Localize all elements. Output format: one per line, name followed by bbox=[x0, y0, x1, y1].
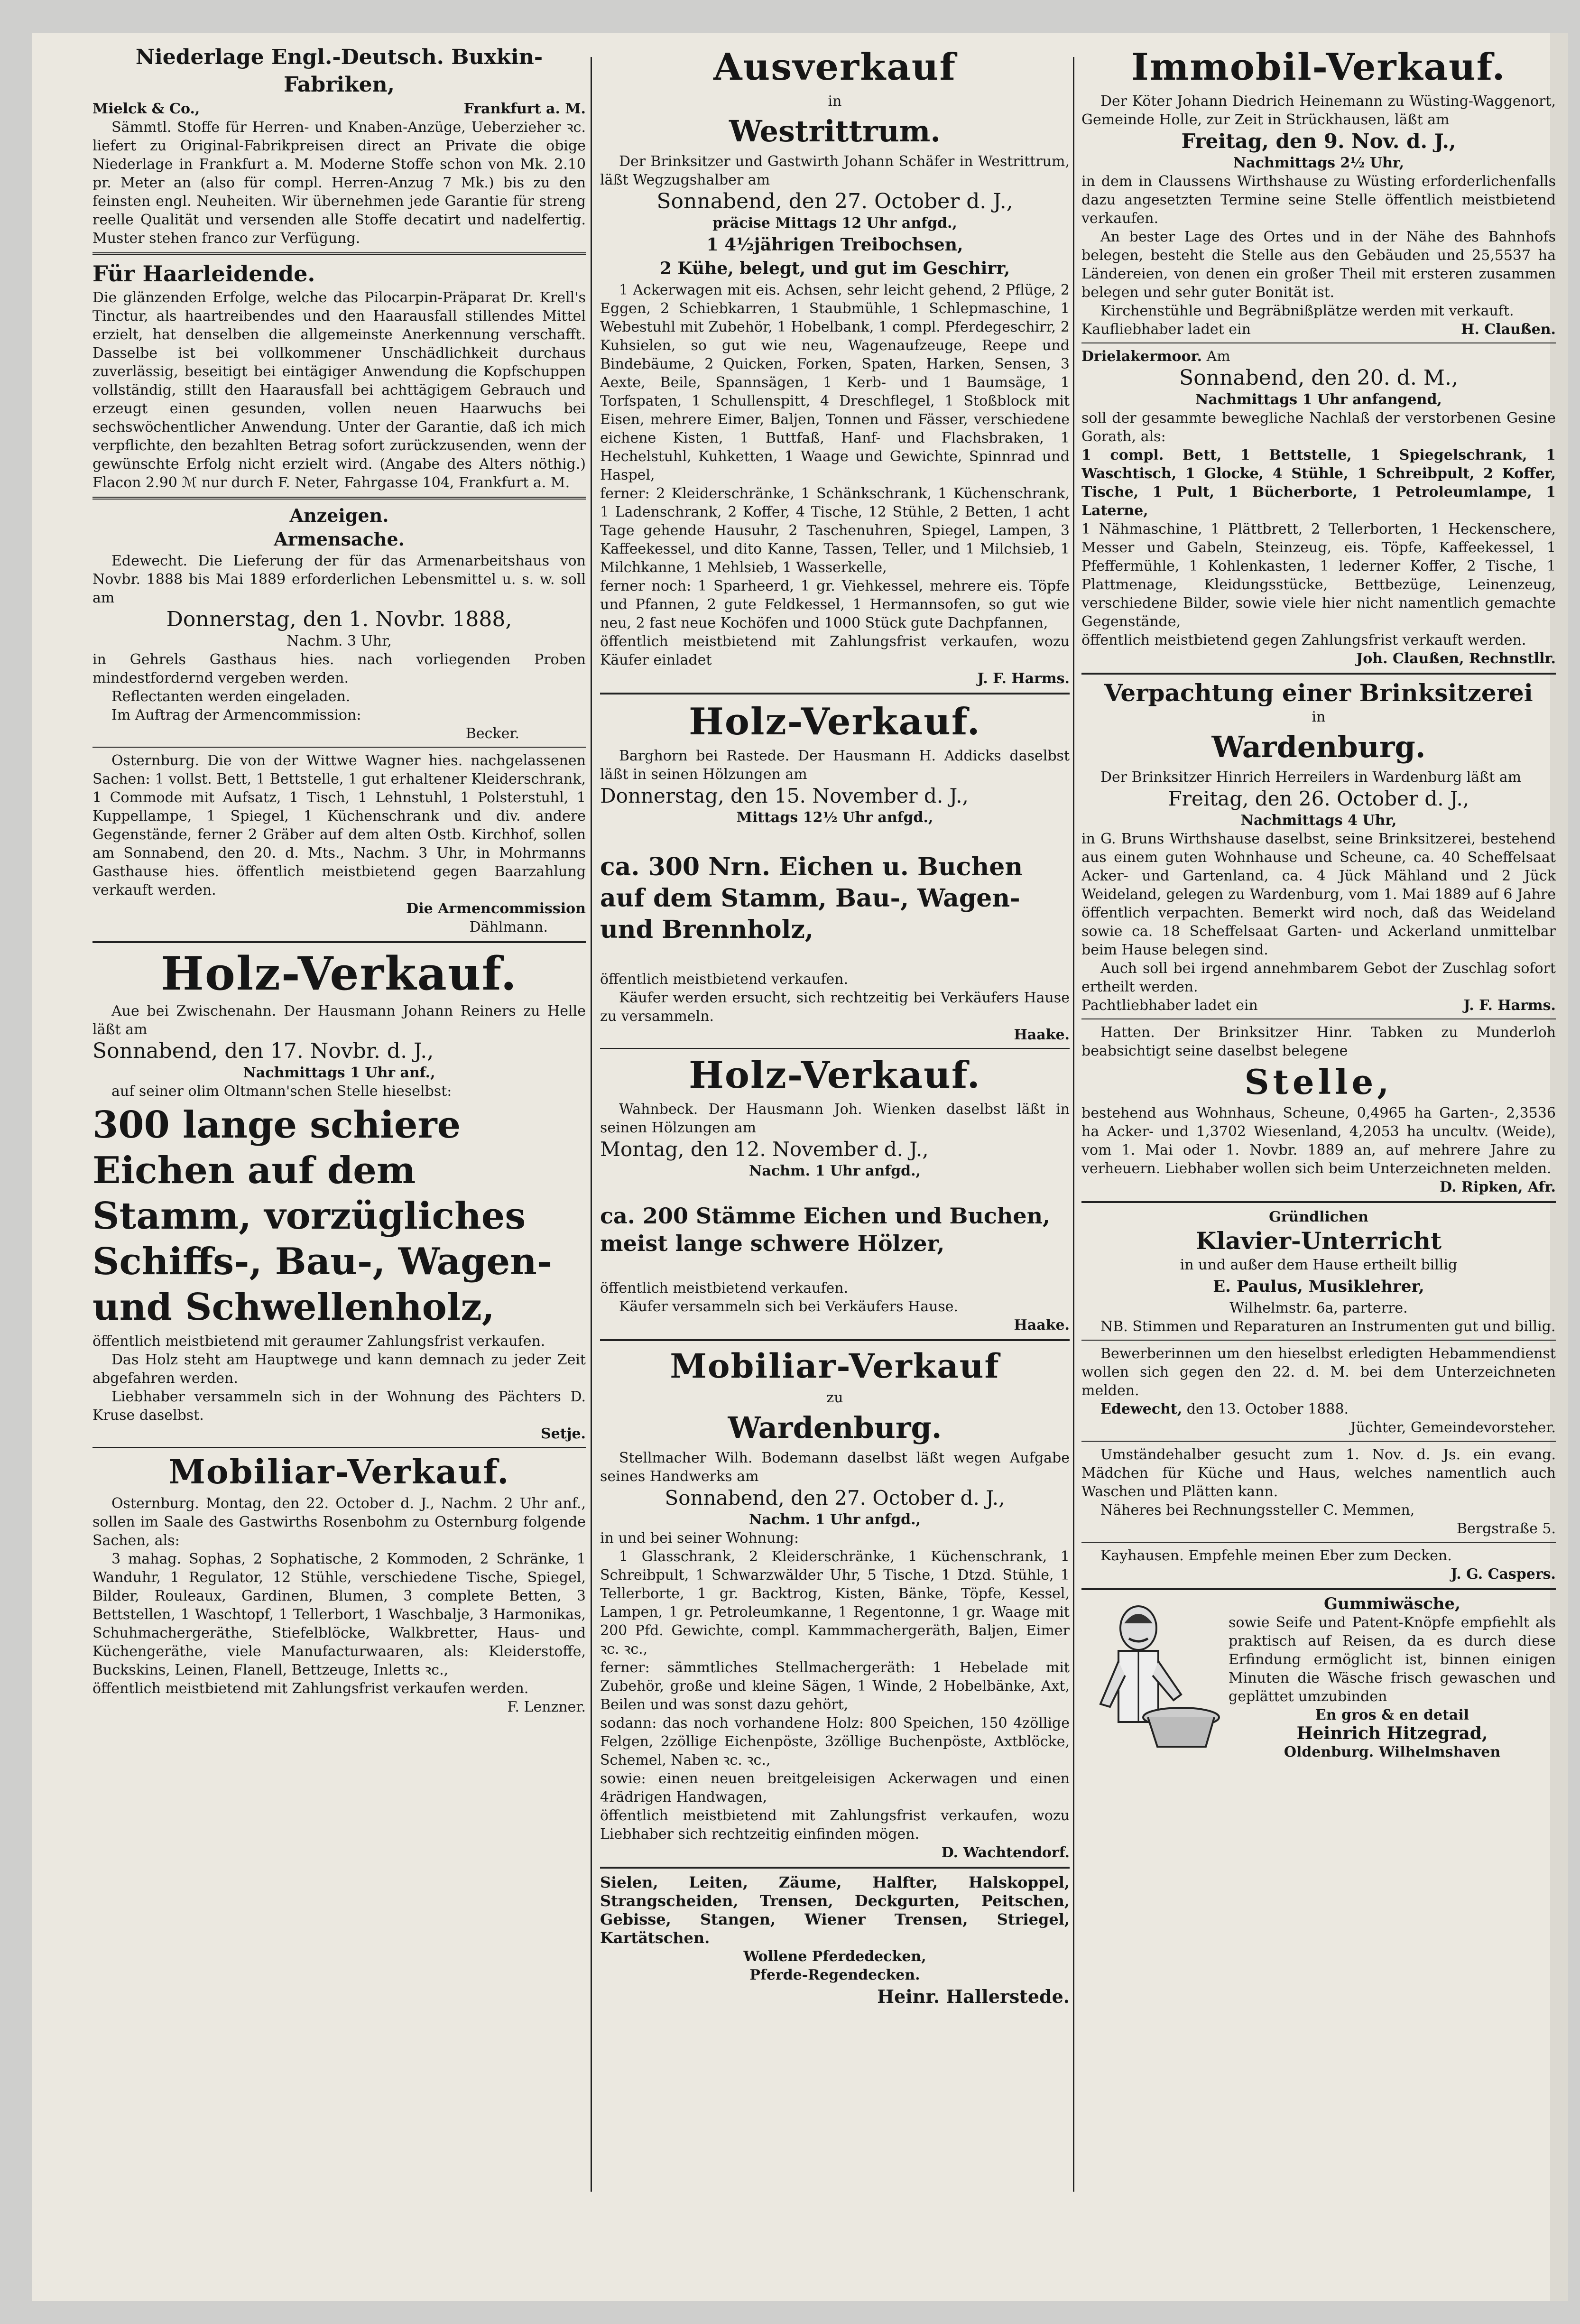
ad-place: Drielakermoor. bbox=[1081, 348, 1202, 365]
ad-body: Stellmacher Wilh. Bodemann daselbst läßt wegen Aufgabe seines Handwerks am bbox=[600, 1450, 1070, 1485]
divider bbox=[92, 252, 586, 255]
divider bbox=[1081, 1588, 1556, 1590]
ad-title: Verpachtung einer Brinksitzerei bbox=[1104, 679, 1533, 707]
ad-body: 1 Glasschrank, 2 Kleiderschränke, 1 Küchenschrank, 1 Schreibpult, 1 Schwarzwälder Uhr, 5 Tische, 1 Dtzd. Stühle, 1 Tellerborte, 1 gr. Backtrog, Kisten, Bänke, Töpfe, Kessel, Lampen, 1 gr. Petroleumkanne, 1 Regentonne, 1 gr. Waage mit 200 Pfd. Gewichte, compl. Kammmachergeräth, Baljen, Eimer ꝛc. ꝛc., bbox=[600, 1548, 1070, 1657]
ad-body: Barghorn bei Rastede. Der Hausmann H. Addicks daselbst läßt in seinen Hölzungen am bbox=[600, 748, 1070, 783]
divider bbox=[600, 1048, 1070, 1049]
ad-body: soll der gesammte bewegliche Nachlaß der verstorbenen Gesine Gorath, als: bbox=[1081, 410, 1556, 445]
ad-hebamme bbox=[1081, 1344, 1556, 1437]
ad-body: Käufer versammeln sich bei Verkäufers Hause. bbox=[619, 1298, 959, 1315]
ad-signature: J. G. Caspers. bbox=[1451, 1566, 1556, 1583]
ad-title: Klavier-Unterricht bbox=[1195, 1227, 1442, 1255]
ad-body: in und bei seiner Wohnung: bbox=[600, 1530, 799, 1546]
ad-time: Nachmittags 4 Uhr, bbox=[1240, 812, 1397, 829]
ad-buxkin bbox=[92, 44, 586, 248]
ad-body: Kayhausen. Empfehle meinen Eber zum Decken. bbox=[1100, 1547, 1452, 1564]
divider bbox=[1081, 1018, 1556, 1019]
ad-signature: Die Armencommission bbox=[406, 900, 586, 917]
ad-line: Pferde-Regendecken. bbox=[749, 1967, 920, 1983]
ad-body: öffentlich meistbietend gegen Zahlungsfrist verkauft werden. bbox=[1081, 632, 1526, 648]
ad-date: Donnerstag, den 15. November d. J., bbox=[600, 784, 969, 807]
ad-place: Edewecht, bbox=[1100, 1401, 1183, 1417]
ad-feature: ca. 200 Stämme Eichen und Buchen, meist lange schwere Hölzer, bbox=[600, 1203, 1051, 1256]
ad-name: E. Paulus, Musiklehrer, bbox=[1213, 1277, 1424, 1296]
ad-body: Liebhaber versammeln sich in der Wohnung des Pächters D. Kruse daselbst. bbox=[92, 1389, 586, 1424]
ad-body: in dem in Claussens Wirthshause zu Wüsting erforderlichenfalls dazu angesetzten Termine seine Stelle öffentlich meistbietend verkaufen. bbox=[1081, 173, 1556, 227]
ad-date: Sonnabend, den 27. October d. J., bbox=[656, 189, 1013, 213]
ad-line bbox=[1081, 320, 1556, 339]
ad-line bbox=[1081, 1400, 1556, 1418]
ad-gummiwaesche bbox=[1081, 1595, 1556, 1761]
ad-body: sowie Seife und Patent-Knöpfe empfiehlt als praktisch auf Reisen, da es durch diese Erfindung ermöglicht ist, binnen einigen Minuten die Wäsche frisch gewaschen und geplättet umzubinden bbox=[1229, 1614, 1556, 1705]
ad-body: 3 mahag. Sophas, 2 Sophatische, 2 Kommoden, 2 Schränke, 1 Wanduhr, 1 Regulator, 12 Stühle, verschiedene Tische, Spiegel, Bilder, Rouleaux, Gardinen, Blumen, 3 complete Betten, 3 Bettstellen, 1 Waschtopf, 1 Tellerbort, 1 Waschbalje, 3 Harmonikas, Schuhmachergeräthe, Stiefelblöcke, Walkbretter, Haus- und Küchengeräthe, viele Manufacturwaaren, als: Kleiderstoffe, Buckskins, Leinen, Flanell, Bettzeuge, Inletts ꝛc., bbox=[92, 1551, 586, 1678]
ad-title: Holz-Verkauf. bbox=[689, 700, 981, 743]
ad-body: Aue bei Zwischenahn. Der Hausmann Johann Reiners zu Helle läßt am bbox=[92, 1003, 586, 1038]
ad-body: Reflectanten werden eingeladen. bbox=[111, 688, 351, 705]
ad-body: Sämmtl. Stoffe für Herren- und Knaben-Anzüge, Ueberzieher ꝛc. liefert zu Original-Fabrikpreisen direct an Private die obige Niederlage in Frankfurt a. M. Moderne Stoffe schon von Mk. 2.10 pr. Meter an (also für compl. Herren-Anzug 7 Mk.) bis zu den feinsten engl. Neuheiten. Wir übernehmen jede Garantie für streng reelle Qualität und versenden alle Stoffe decatirt und nadelfertig. Muster stehen franco zur Verfügung. bbox=[92, 119, 586, 247]
ad-time: Nachm. 1 Uhr anfgd., bbox=[748, 1163, 921, 1179]
ad-maedchen bbox=[1081, 1445, 1556, 1538]
ad-body: Im Auftrag der Armencommission: bbox=[111, 707, 361, 723]
ad-title: Armensache. bbox=[274, 528, 405, 550]
ad-in: in bbox=[1312, 709, 1326, 725]
ad-body: NB. Stimmen und Reparaturen an Instrumenten gut und billig. bbox=[1100, 1318, 1556, 1335]
ad-body: Bewerberinnen um den hieselbst erledigten Hebammendienst wollen sich gegen den 22. d. M. bei dem Unterzeichneten melden. bbox=[1081, 1345, 1556, 1399]
divider bbox=[92, 747, 586, 748]
column-3 bbox=[1081, 43, 1556, 2296]
ad-feature: 300 lange schiere Eichen auf dem Stamm, vorzügliches Schiffs-, Bau-, Wagen- und Schwellenholz, bbox=[92, 1103, 553, 1329]
ad-body: Käufer werden ersucht, sich rechtzeitig bei Verkäufers Hause zu versammeln. bbox=[600, 990, 1070, 1025]
divider bbox=[92, 941, 586, 943]
ad-signature: J. F. Harms. bbox=[1463, 997, 1556, 1014]
ad-body: Pachtliebhaber ladet ein bbox=[1081, 997, 1258, 1014]
ad-feature: ca. 300 Nrn. Eichen u. Buchen auf dem Stamm, Bau-, Wagen- und Brennholz, bbox=[600, 852, 1023, 944]
ad-time: Mittags 12½ Uhr anfgd., bbox=[736, 809, 933, 826]
ad-body: Kirchenstühle und Begräbnißplätze werden mit verkauft. bbox=[1100, 303, 1514, 319]
ad-title: Ausverkauf bbox=[713, 46, 957, 89]
ad-line: En gros & en detail bbox=[1315, 1707, 1469, 1723]
ad-line bbox=[1081, 347, 1556, 366]
divider bbox=[1081, 1542, 1556, 1543]
ad-text bbox=[1229, 1595, 1556, 1761]
ad-body: Die glänzenden Erfolge, welche das Pilocarpin-Präparat Dr. Krell's Tinctur, als haartreibendes und den Haarausfall stillendes Mittel erzielt, hat denselben die allgemeinste Anerkennung verschafft. Dasselbe ist bei vollkommener Unschädlichkeit durchaus zuverlässig, beseitigt bei eintägiger Anwendung die Kopfschuppen vollständig, stillt den Haarausfall bei achttägigem Gebrauch und erzeugt einen gesunden, vollen neuen Haarwuchs bei sechswöchentlicher Anwendung. Unter der Garantie, daß ich mich verpflichte, den bezahlten Betrag sofort zurückzusenden, wenn der gewünschte Erfolg nicht erzielt wird. (Angabe des Alters nöthig.) Flacon 2.90 ℳ nur durch F. Neter, Fahrgasse 104, Frankfurt a. M. bbox=[92, 289, 586, 491]
ad-body: sowie: einen neuen breitgeleisigen Ackerwagen und einen 4rädrigen Handwagen, bbox=[600, 1770, 1070, 1805]
ad-title: Gummiwäsche, bbox=[1324, 1594, 1460, 1613]
divider bbox=[600, 1867, 1070, 1869]
ad-line: Oldenburg. Wilhelmshaven bbox=[1284, 1744, 1501, 1760]
ad-immobil bbox=[1081, 45, 1556, 339]
ad-body: öffentlich meistbietend mit Zahlungsfrist verkaufen, wozu Liebhaber sich rechtzeitig einfinden mögen. bbox=[600, 1807, 1070, 1843]
ad-body: Wahnbeck. Der Hausmann Joh. Wienken daselbst läßt in seinen Hölzungen am bbox=[600, 1101, 1070, 1136]
ad-title: Immobil-Verkauf. bbox=[1131, 46, 1506, 89]
ad-signature: Setje. bbox=[541, 1426, 586, 1442]
ad-date: den 13. October 1888. bbox=[1186, 1401, 1349, 1417]
ad-body: An bester Lage des Ortes und in der Nähe des Bahnhofs belegen, besteht die Stelle aus den Gebäuden und 25,5537 ha Ländereien, von denen ein großer Theil mit ersteren zusammen belegen und sehr guter Bonität ist. bbox=[1081, 229, 1556, 301]
firm-name: Mielck & Co., bbox=[92, 101, 200, 117]
ad-date: Sonnabend, den 17. Novbr. d. J., bbox=[92, 1039, 434, 1063]
section-heading: Anzeigen. bbox=[289, 505, 389, 526]
ad-date: Sonnabend, den 20. d. M., bbox=[1179, 366, 1458, 390]
ad-date: Montag, den 12. November d. J., bbox=[600, 1138, 929, 1161]
ad-line bbox=[1081, 996, 1556, 1015]
man-washing-illustration bbox=[1081, 1595, 1224, 1751]
ad-body: 1 Ackerwagen mit eis. Achsen, sehr leicht gehend, 2 Pflüge, 2 Eggen, 2 Schiebkarren, 1 Staubmühle, 1 Schlepmaschine, 1 Webestuhl mit Zubehör, 1 Hobelbank, 1 compl. Pferdegeschirr, 2 Kuhsielen, so gut wie neu, Wagenaufzeuge, Reepe und Bindebäume, 2 Quicken, Forken, Spaten, Harken, Sensen, 3 Aexte, Beile, Spannsägen, 1 Kerb- und 1 Baumsäge, 1 Torfspaten, 1 Schullenspitt, 4 Dreschflegel, 1 Stoßblock mit Eisen, mehrere Eimer, Baljen, Tonnen und Fässer, verschiedene eichene Kisten, 1 Buttfaß, Hanf- und Flachsbraken, 1 Hechelstuhl, Kuhketten, 1 Waage und Gewichte, Spinnrad und Haspel, bbox=[600, 282, 1070, 483]
ad-body: in G. Bruns Wirthshause daselbst, seine Brinksitzerei, bestehend aus einem guten Wohnhause und Scheune, ca. 40 Scheffelsaat Acker- und Gartenland, ca. 4 Jück Mähland und 2 Jück Weideland, gelegen zu Wardenburg, vom 1. Mai 1889 auf 6 Jahre öffentlich verpachten. Bemerkt wird noch, daß das Weideland sowie ca. 18 Scheffelsaat Garten- und Ackerland unmittelbar beim Hause belegen sind. bbox=[1081, 831, 1556, 958]
ad-time: Nachm. 1 Uhr anfgd., bbox=[748, 1511, 921, 1528]
ad-body: bestehend aus Wohnhaus, Scheune, 0,4965 ha Garten-, 2,3536 ha Acker- und 1,3702 Wiesenland, 4,2053 ha uncultv. (Weide), vom 1. Mai oder 1. Novbr. 1889 an, auf mehrere Jahre zu verheuern. Liebhaber wollen sich beim Unterzeichneten melden. bbox=[1081, 1105, 1556, 1177]
ad-body: Hatten. Der Brinksitzer Hinr. Tabken zu Munderloh beabsichtigt seine daselbst belegene bbox=[1081, 1024, 1556, 1059]
ad-title: Holz-Verkauf. bbox=[161, 947, 517, 1000]
divider bbox=[92, 1447, 586, 1448]
ad-body: öffentlich meistbietend mit Zahlungsfrist verkaufen werden. bbox=[92, 1680, 529, 1697]
ad-line: Heinrich Hitzegrad, bbox=[1296, 1723, 1488, 1743]
ad-time: präcise Mittags 12 Uhr anfgd., bbox=[712, 215, 957, 231]
divider bbox=[1081, 673, 1556, 675]
ad-ausverkauf bbox=[600, 45, 1070, 688]
ad-body: Umständehalber gesucht zum 1. Nov. d. Js. ein evang. Mädchen für Küche und Haus, welches namentlich auch Waschen und Plätten kann. bbox=[1081, 1446, 1556, 1500]
ad-body: in und außer dem Hause ertheilt billig bbox=[1180, 1257, 1458, 1273]
ad-addr: Bergstraße 5. bbox=[1457, 1520, 1556, 1537]
ad-signature: Haake. bbox=[1014, 1317, 1070, 1333]
column-rule-2 bbox=[1073, 57, 1074, 2192]
ad-date: Freitag, den 9. Nov. d. J., bbox=[1181, 130, 1456, 153]
ad-item: 1 4½jährigen Treibochsen, bbox=[706, 235, 963, 255]
ad-firm-line bbox=[92, 100, 586, 118]
ad-body: Näheres bei Rechnungssteller C. Memmen, bbox=[1100, 1502, 1415, 1518]
ad-mobiliar-osternburg bbox=[92, 1452, 586, 1716]
ad-klavier bbox=[1081, 1208, 1556, 1336]
divider bbox=[600, 1339, 1070, 1341]
ad-place: Westrittrum. bbox=[729, 114, 941, 148]
ad-body: Kaufliebhaber ladet ein bbox=[1081, 321, 1251, 338]
divider bbox=[600, 693, 1070, 694]
ad-body: Der Brinksitzer und Gastwirth Johann Schäfer in Westrittrum, läßt Wegzugshalber am bbox=[600, 153, 1070, 188]
ad-body: Sielen, Leiten, Zäume, Halfter, Halskoppel, Strangscheiden, Trensen, Deckgurten, Peitschen, Gebisse, Stangen, Wiener Trensen, Striegel, Kartätschen. bbox=[600, 1873, 1070, 1947]
ad-time: Nachmittags 1 Uhr anf., bbox=[243, 1065, 435, 1081]
divider bbox=[1081, 1441, 1556, 1442]
ad-body: öffentlich meistbietend mit geraumer Zahlungsfrist verkaufen. bbox=[92, 1333, 545, 1350]
ad-hallerstede bbox=[600, 1873, 1070, 2008]
ad-title: Holz-Verkauf. bbox=[689, 1054, 981, 1097]
ad-body: Der Brinksitzer Hinrich Herreilers in Wardenburg läßt am bbox=[1100, 769, 1522, 786]
ad-body: in Gehrels Gasthaus hies. nach vorliegenden Proben mindestfordernd vergeben werden. bbox=[92, 651, 586, 686]
ad-feature: Stelle, bbox=[1244, 1062, 1393, 1102]
ad-signature: H. Claußen. bbox=[1461, 321, 1556, 338]
ad-zu: zu bbox=[826, 1389, 843, 1406]
ad-body: ferner: sämmtliches Stellmachergeräth: 1 Hebelade mit Zubehör, große und kleine Sägen, 1 Winde, 2 Hobelbänke, Axt, Beilen und was sonst dazu gehört, bbox=[600, 1659, 1070, 1713]
ad-signature: Joh. Claußen, Rechnstllr. bbox=[1356, 650, 1556, 667]
ad-am: Am bbox=[1206, 348, 1230, 365]
ad-item: 2 Kühe, belegt, und gut im Geschirr, bbox=[659, 259, 1010, 278]
ad-addr: Wilhelmstr. 6a, parterre. bbox=[1229, 1300, 1408, 1316]
ad-title: Mobiliar-Verkauf. bbox=[168, 1452, 510, 1491]
ad-verpachtung bbox=[1081, 679, 1556, 1015]
ad-signature: J. F. Harms. bbox=[977, 670, 1070, 687]
ad-in: in bbox=[828, 93, 842, 110]
ad-body: 1 Nähmaschine, 1 Plättbrett, 2 Tellerborten, 1 Heckenschere, Messer und Gabeln, Steinzeug, eis. Töpfe, Kaffeekessel, 1 Pfeffermühle, 1 Kohlenkasten, 1 lederner Koffer, 2 Tische, 1 Plattmenage, Kleidungsstücke, Bettbezüge, Leinenzeug, verschiedene Bilder, sowie viele hier nicht namentlich gemachte Gegenstände, bbox=[1081, 521, 1556, 630]
ad-signature: Dählmann. bbox=[469, 919, 548, 935]
ad-body: öffentlich meistbietend verkaufen. bbox=[600, 1280, 849, 1296]
ad-body: Auch soll bei irgend annehmbarem Gebot der Zuschlag sofort ertheilt werden. bbox=[1081, 960, 1556, 995]
ad-body: 1 compl. Bett, 1 Bettstelle, 1 Spiegelschrank, 1 Waschtisch, 1 Glocke, 4 Stühle, 1 Schreibpult, 2 Koffer, Tische, 1 Pult, 1 Bücherborte, 1 Petroleumlampe, 1 Laterne, bbox=[1081, 447, 1556, 519]
column-1 bbox=[92, 43, 586, 2296]
divider bbox=[92, 497, 586, 500]
ad-signature: Heinr. Hallerstede. bbox=[877, 1986, 1070, 2007]
ad-signature: Jüchter, Gemeindevorsteher. bbox=[1350, 1419, 1556, 1436]
ad-body: öffentlich meistbietend mit Zahlungsfrist verkaufen, wozu Käufer einladet bbox=[600, 633, 1070, 668]
ad-place: Wardenburg. bbox=[728, 1410, 942, 1445]
ad-haarleidende bbox=[92, 260, 586, 492]
divider bbox=[1081, 1201, 1556, 1203]
ad-body: öffentlich meistbietend verkaufen. bbox=[600, 971, 849, 988]
ad-line: Wollene Pferdedecken, bbox=[743, 1948, 926, 1965]
divider bbox=[1081, 1340, 1556, 1341]
ad-signature: Haake. bbox=[1014, 1027, 1070, 1043]
ad-body: ferner noch: 1 Sparheerd, 1 gr. Viehkessel, mehrere eis. Töpfe und Pfannen, 2 gute Feldkessel, 1 Hermannsofen, so gut wie neu, 2 fast neue Kochöfen und 1000 Stück gute Dachpfannen, bbox=[600, 578, 1070, 631]
ad-signature: Becker. bbox=[465, 725, 519, 742]
ad-time: Nachmittags 2½ Uhr, bbox=[1233, 155, 1404, 171]
ad-time: Nachm. 3 Uhr, bbox=[286, 633, 392, 649]
ad-date: Sonnabend, den 27. October d. J., bbox=[665, 1486, 1005, 1509]
ad-signature: F. Lenzner. bbox=[507, 1699, 586, 1715]
ad-kayhausen bbox=[1081, 1546, 1556, 1583]
ad-signature: D. Ripken, Afr. bbox=[1440, 1179, 1556, 1195]
ad-body: auf seiner olim Oltmann'schen Stelle hieselbst: bbox=[111, 1083, 452, 1100]
ad-mobiliar-wardenburg bbox=[600, 1346, 1070, 1862]
ad-drielakermoor bbox=[1081, 347, 1556, 668]
ad-body: Das Holz steht am Hauptwege und kann demnach zu jeder Zeit abgefahren werden. bbox=[92, 1352, 586, 1387]
column-rule-1 bbox=[591, 57, 592, 2192]
ad-body: ferner: 2 Kleiderschränke, 1 Schänkschrank, 1 Küchenschrank, 1 Ladenschrank, 2 Koffer, 4 Tische, 12 Stühle, 2 Betten, 1 acht Tage gehende Hausuhr, 2 Taschenuhren, Spiegel, Lampen, 3 Kaffeekessel, und dito Kanne, Tassen, Teller, und 1 Milchsieb, 1 Milchkanne, 1 Mehlsieb, 1 Wasserkelle, bbox=[600, 485, 1070, 576]
ad-date: Donnerstag, den 1. Novbr. 1888, bbox=[166, 607, 512, 631]
ad-place: Wardenburg. bbox=[1211, 730, 1426, 764]
ad-body: sodann: das noch vorhandene Holz: 800 Speichen, 150 4zöllige Felgen, 2zöllige Eichenpöste, 3zöllige Buchenpöste, Axtblöcke, Schemel, Naben ꝛc. ꝛc., bbox=[600, 1715, 1070, 1768]
ad-holz-barghorn bbox=[600, 699, 1070, 1044]
ad-time: Nachmittags 1 Uhr anfangend, bbox=[1195, 391, 1442, 408]
ad-body: Osternburg. Die von der Wittwe Wagner hies. nachgelassenen Sachen: 1 vollst. Bett, 1 Bettstelle, 1 gut erhaltener Kleiderschrank, 1 Commode mit Aufsatz, 1 Tisch, 1 Lehnstuhl, 1 Polsterstuhl, 1 Kuppellampe, 1 Spiegel, 1 Küchenschrank und div. andere Gegenstände, ferner 2 Gräber auf dem alten Ostb. Kirchhof, sollen am Sonnabend, den 20. d. Mts., Nachm. 3 Uhr, in Mohrmanns Gasthause hies. öffentlich meistbietend gegen Baarzahlung verkauft werden. bbox=[92, 752, 586, 898]
ad-signature: D. Wachtendorf. bbox=[941, 1844, 1070, 1861]
ad-holz-aue bbox=[92, 948, 586, 1443]
ad-wagner bbox=[92, 751, 586, 936]
ad-body: Osternburg. Montag, den 22. October d. J., Nachm. 2 Uhr anf., sollen im Saale des Gastwirths Rosenbohm zu Osternburg folgende Sachen, als: bbox=[92, 1495, 586, 1549]
ad-hatten bbox=[1081, 1023, 1556, 1196]
ad-date: Freitag, den 26. October d. J., bbox=[1168, 787, 1469, 810]
firm-city: Frankfurt a. M. bbox=[463, 101, 586, 117]
ad-title: Mobiliar-Verkauf bbox=[670, 1346, 1000, 1386]
ad-body: Edewecht. Die Lieferung der für das Armenarbeitshaus von Novbr. 1888 bis Mai 1889 erforderlichen Lebensmittel u. s. w. soll am bbox=[92, 553, 586, 606]
ad-body: Der Köter Johann Diedrich Heinemann zu Wüsting-Waggenort, Gemeinde Holle, zur Zeit in Strückhausen, läßt am bbox=[1081, 93, 1556, 128]
column-2 bbox=[600, 43, 1070, 2296]
ad-armensache bbox=[92, 504, 586, 743]
ad-holz-wahnbeck bbox=[600, 1053, 1070, 1334]
ad-title: Für Haarleidende. bbox=[92, 261, 315, 287]
ad-pre: Gründlichen bbox=[1269, 1209, 1368, 1225]
ad-title: Niederlage Engl.-Deutsch. Buxkin-Fabriken, bbox=[135, 45, 543, 97]
